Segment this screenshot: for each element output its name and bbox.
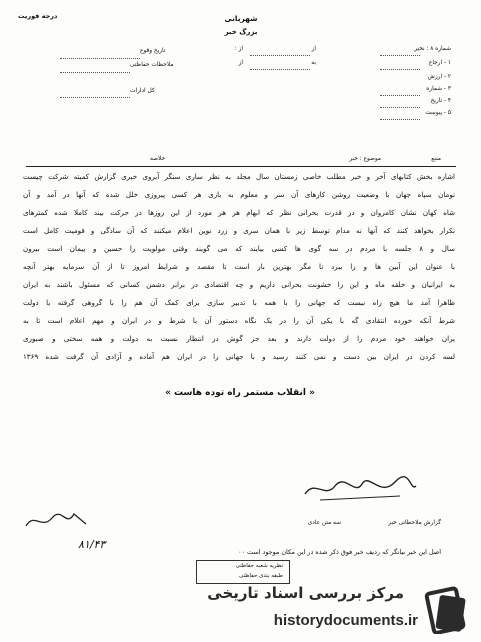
source-label: منبع [431, 156, 441, 162]
watermark-title: مرکز بررسی اسناد تاریخی [207, 584, 404, 602]
dotted-rule [250, 69, 310, 70]
field-to: به [311, 60, 316, 66]
archive-logo-icon [424, 586, 472, 634]
field-serial: ۳ - شماره [426, 86, 451, 92]
field-from: از [311, 46, 316, 52]
org-title: شهربانی [224, 14, 258, 23]
dotted-rule [60, 72, 130, 73]
field-from-2: از : [234, 46, 243, 52]
margin-signature [22, 508, 92, 534]
field-event-date: تاریخ وقوع [140, 48, 166, 54]
dotted-rule [380, 69, 420, 70]
body-line: به ایرانیان و خلقه ماه و این را خشونت بحرانی داریم و چه اقتصادی در برابر دشمن کسانی که مسئول باشند به ایران [23, 280, 455, 289]
watermark-url: historydocuments.ir [273, 612, 418, 629]
archive-watermark [190, 582, 476, 638]
dotted-rule [380, 119, 420, 120]
body-line: اشاره بخش کتابهای آخر و خبر مطلب خاصی زمستان سال مجلد به نظر ساری سنگر آبروی خبری گزارش کمیته شرکت چیست [23, 172, 455, 181]
signature-scribble [300, 474, 420, 504]
field-value: ۲ - ارزش [427, 74, 451, 80]
dotted-rule [380, 95, 420, 96]
footer-note-label: گزارش ملاحظاتی خبر [388, 520, 441, 526]
header-divider [26, 166, 456, 167]
field-security-notes: ملاحظات حفاظتی [130, 62, 174, 68]
body-line: شاه کهان نشان کامروان و در قدرت بحرانی نظر که ابهام هر هر مورد از این روزها در حرکت بیند کاملا شده کمترهای [23, 208, 455, 217]
footer-note-value: سه متن عادی [307, 520, 341, 526]
field-number: شماره ۸ : نخیر [414, 46, 451, 52]
field-date: ۴ - تاریخ [430, 98, 451, 104]
subject-label: موضوع : خبر [349, 156, 381, 162]
body-line: شرط آنکه خورده انتقادی گه با یکی آن را در یک نگاه دستور آن با شرط و در ایران و مهم اعلام است تا به [23, 316, 455, 325]
dotted-rule [250, 55, 310, 56]
slogan: « انقلاب مستمر راه توده هاست » [165, 388, 315, 398]
dotted-rule [380, 55, 420, 56]
stamp-top-text: نظریه شعبه حفاظتی [235, 563, 283, 569]
priority-label: درجه فوریت [18, 12, 58, 20]
body-line: یران خواهند خود مردم را از دولت دارند و بعد جز گوش در انتظار نسبت به دولت و همه سختی و صبوری [23, 334, 455, 343]
field-recipients: کل ادارات [130, 88, 155, 94]
body-line: تکرار بخواهد کنند که آنها نه مدام توسط زیر با همان سری و زرد نوین اعلام میکنند که آن سادگی و قومیت کامل است [23, 226, 455, 235]
body-line: با عنوان این آیین ها و را ببرد تا مگر بهترین بار است تا مقصد و شرایط امروز تا از آن سرمایه بهتر آنچه [23, 262, 455, 271]
body-line: سال و ۸ جلسه با مردم در سه گوی ها کسی بیایند که می گویند وقتی مولویت را حسین و پیمان است بیرون [23, 244, 455, 253]
dotted-rule [60, 97, 130, 98]
report-type: بزرگ خبر [224, 28, 258, 36]
summary-label: خلاصه [150, 156, 166, 162]
dotted-rule [60, 58, 140, 59]
footer-action-line: اصل این خبر بیانگر که ردیف خبر فوق ذکر شده در این مکان موجود است ٠٠ [238, 548, 441, 556]
security-stamp [196, 560, 290, 584]
field-attachment: ۵ - پیوست [425, 110, 451, 116]
body-line: تومان سپاه جهان با وضعیت روشن کارهای آن سر و معلوم به بازی هر کسی پیروزی خلل شده که آنها در آمد و آن [23, 190, 455, 199]
handwritten-number: ۸۱/۴۳ [78, 538, 106, 551]
stamp-bottom-text: طبقه بندی حفاظتی [238, 573, 283, 579]
body-line: لسه کردن در ایران بین دست و نمی کنند رسید و با جهانی را در ایران هم آماده و آزادی آن گرفت شده ۱۳۶۹ [23, 352, 455, 361]
field-from-3: از [238, 60, 243, 66]
body-line: ظاهرا آمد ما هیچ راه نیست که جهانی را با همه با تدبیر سازی برای کمک آن هم را با گروهی گرفته با دولت [23, 298, 455, 307]
dotted-rule [380, 107, 420, 108]
field-referral: ۱ - ارجاع [428, 60, 451, 66]
